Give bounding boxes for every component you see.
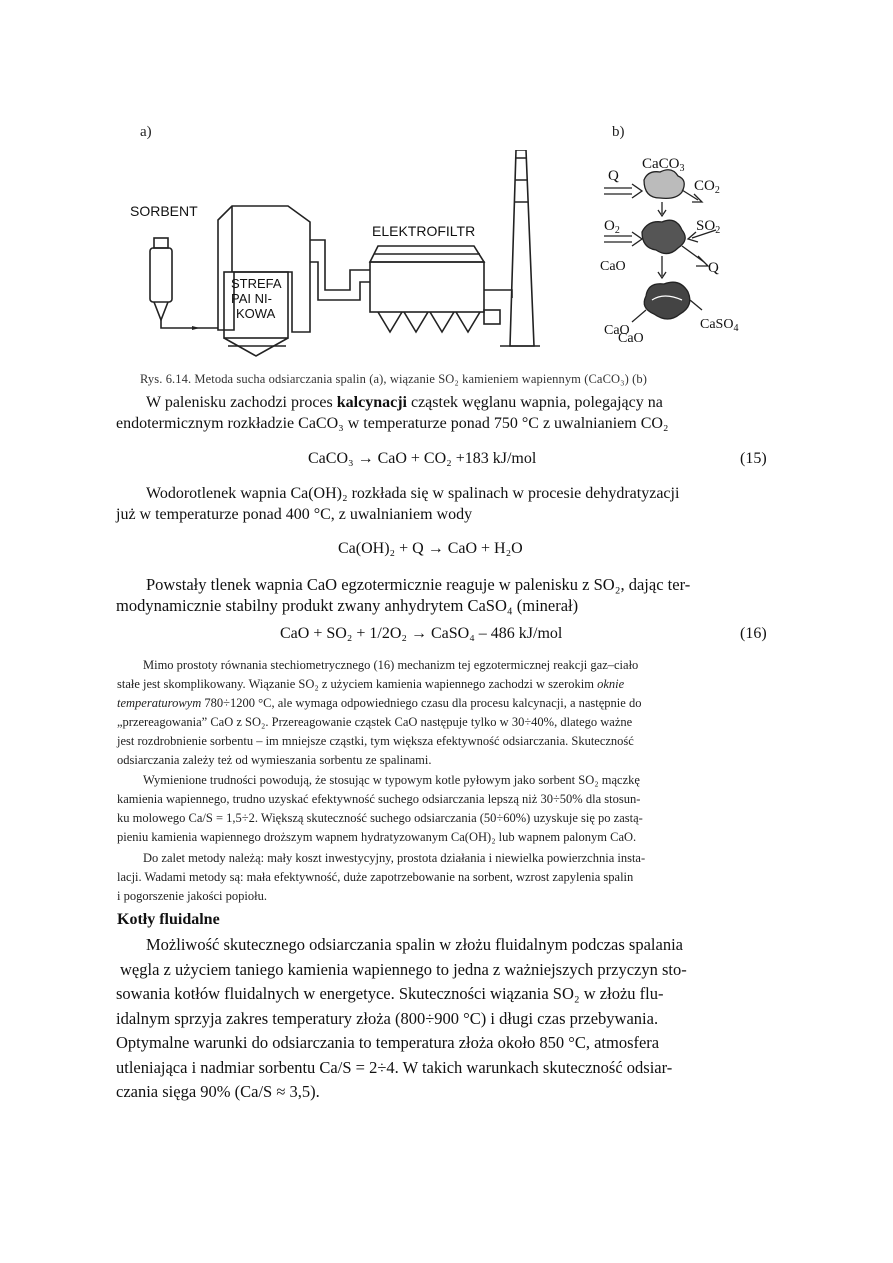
sorbent-hopper-top	[154, 238, 168, 248]
small1-line4: „przereagowania” CaO z SO₂. Przereagowanie cząstek CaO następuje tylko w 30÷40%, dlatego ważne	[117, 715, 633, 729]
para1-line2: endotermicznym rozkładzie CaCO₃ w temperaturze ponad 750 °C z uwalnianiem CO₂	[116, 415, 669, 432]
small1-line2: stałe jest skomplikowany. Wiązanie SO₂ z użyciem kamienia wapiennego zachodzi w szerokim	[117, 677, 598, 691]
small1-italic-b: temperaturowym	[117, 696, 202, 710]
so2-sub: 2	[715, 225, 721, 236]
paragraph-pros-cons	[117, 849, 775, 906]
para1-text-a: W palenisku zachodzi proces	[146, 394, 337, 411]
caso4-sub: 4	[733, 323, 739, 334]
small1-line6: odsiarczania zależy też od wymieszania sorbentu ze spalinami.	[117, 753, 432, 767]
sorbent-hopper	[150, 248, 172, 302]
o2-sub: 2	[614, 225, 620, 236]
paragraph-difficulties	[117, 771, 775, 847]
section-heading: Kotły fluidalne	[117, 911, 220, 928]
paragraph-calcination	[116, 392, 776, 434]
small3-line2: lacji. Wadami metody są: mała efektywność, duże zapotrzebowanie na sorbent, wzrost zapylenia spalin	[117, 870, 634, 884]
equation-15: CaCO₃ → CaO + CO₂ +183 kJ/mol	[308, 450, 537, 467]
so2-label: SO	[696, 218, 716, 234]
electrofilter-body	[370, 262, 484, 312]
para3-line2: modynamicznie stabilny produkt zwany anhydrytem CaSO₄ (minerał)	[116, 596, 579, 615]
co2-label: CO	[694, 178, 715, 194]
small3-line3: i pogorszenie jakości popiołu.	[117, 889, 267, 903]
small2-line1: Wymienione trudności powodują, że stosując w typowym kotle pyłowym jako sorbent SO₂ mączkę	[143, 773, 640, 787]
cao-particle	[642, 220, 685, 253]
electrofilter-label: ELEKTROFILTR	[372, 223, 476, 239]
para4-line2: węgla z użyciem taniego kamienia wapiennego to jedna z ważniejszych przyczyn sto-	[120, 959, 687, 979]
cao-label-3: CaO	[618, 331, 644, 346]
svg-text:CaCO3	[642, 156, 685, 174]
small2-line4: pieniu kamienia wapiennego droższym wapnem hydratyzowanym Ca(OH)₂ lub wapnem palonym CaO.	[117, 830, 637, 844]
cao-label-2: CaO	[604, 323, 630, 338]
ash-hopper	[224, 338, 288, 356]
paragraph-anhydrite	[116, 574, 776, 616]
stack-duct	[484, 290, 512, 298]
calcination-term: kalcynacji	[336, 394, 407, 411]
small3-line1: Do zalet metody należą: mały koszt inwestycyjny, prostota działania i niewielka powierzchnia insta-	[143, 851, 646, 865]
svg-text:CO2	[694, 178, 720, 196]
co2-sub: 2	[714, 185, 720, 196]
para4-line5: Optymalne warunki do odsiarczania to temperatura złoża około 850 °C, atmosfera	[116, 1033, 660, 1052]
svg-text:SO2	[696, 218, 720, 236]
q-in-label: Q	[608, 168, 619, 184]
caso4-particle	[644, 282, 690, 319]
caco3-label: CaCO	[642, 156, 680, 172]
o2-label: O	[604, 218, 615, 234]
sorbent-label: SORBENT	[130, 203, 198, 219]
svg-text:CaSO4	[700, 317, 738, 334]
para4-line3: sowania kotłów fluidalnych w energetyce. Skuteczności wiązania SO₂ w złożu flu-	[116, 984, 664, 1003]
equation-16-number: (16)	[740, 625, 767, 642]
electrofilter-hoppers	[378, 312, 480, 332]
para1-text-b: cząstek węglanu wapnia, polegający na	[406, 394, 663, 411]
caso4-label: CaSO	[700, 317, 734, 332]
flue-duct-lower	[310, 262, 370, 300]
sorbent-outlet	[154, 302, 168, 320]
equation-16: CaO + SO₂ + 1/2O₂ → CaSO₄ – 486 kJ/mol	[280, 625, 563, 642]
zone-label-1: STREFA	[231, 276, 282, 291]
equation-dehydration: Ca(OH)₂ + Q → CaO + H₂O	[338, 540, 523, 557]
paragraph-dehydration	[116, 483, 776, 525]
cao-label-1: CaO	[600, 259, 626, 274]
para3-line1: Powstały tlenek wapnia CaO egzotermicznie reaguje w palenisku z SO₂, dając ter-	[146, 575, 691, 594]
small1-italic-a: oknie	[597, 677, 625, 691]
figure-caption: Rys. 6.14. Metoda sucha odsiarczania spalin (a), wiązanie SO₂ kamieniem wapiennym (CaCO₃) (b)	[140, 372, 647, 386]
fan	[484, 310, 500, 324]
small1-line1: Mimo prostoty równania stechiometrycznego (16) mechanizm tej egzotermicznej reakcji gaz–ciało	[143, 658, 639, 672]
para2-line2: już w temperaturze ponad 400 °C, z uwalnianiem wody	[116, 506, 473, 523]
small2-line3: ku molowego Ca/S = 1,5÷2. Większą skuteczność suchego odsiarczania (50÷60%) uzyskuje się po zastą-	[117, 811, 643, 825]
zone-label-3: KOWA	[236, 306, 276, 321]
caco3-particle	[644, 170, 684, 199]
zone-label-2: PAI NI-	[231, 291, 272, 306]
caco3-sub: 3	[679, 163, 685, 174]
svg-text:O2	[604, 218, 620, 236]
small1-line3: 780÷1200 °C, ale wymaga odpowiedniego czasu dla procesu kalcynacji, a następnie do	[201, 696, 642, 710]
sorbent-feed-line	[161, 320, 218, 328]
para2-line1: Wodorotlenek wapnia Ca(OH)₂ rozkłada się w spalinach w procesie dehydratyzacji	[146, 485, 680, 502]
paragraph-mechanism	[117, 656, 775, 770]
figure-label-a: a)	[140, 124, 152, 140]
plant-diagram	[120, 150, 560, 360]
small2-line2: kamienia wapiennego, trudno uzyskać efektywność suchego odsiarczania lepszą niż 30÷50% dla stosun-	[117, 792, 641, 806]
para4-line4: idalnym sprzyja zakres temperatury złoża (800÷900 °C) i długi czas przebywania.	[116, 1008, 659, 1028]
q-out-label: Q	[708, 260, 719, 276]
paragraph-fluidized	[116, 933, 776, 1105]
figure-label-b: b)	[612, 124, 625, 140]
para4-line6: utleniająca i nadmiar sorbentu Ca/S = 2÷4. W takich warunkach skuteczność odsiar-	[116, 1057, 673, 1077]
reaction-diagram	[598, 150, 778, 350]
equation-15-number: (15)	[740, 450, 767, 467]
para4-line7: czania sięga 90% (Ca/S ≈ 3,5).	[116, 1082, 320, 1101]
para4-line1: Możliwość skutecznego odsiarczania spalin w złożu fluidalnym podczas spalania	[146, 935, 683, 954]
small1-line5: jest rozdrobnienie sorbentu – im mniejsze cząstki, tym większa efektywność odsiarczania. Skuteczność	[117, 734, 634, 748]
